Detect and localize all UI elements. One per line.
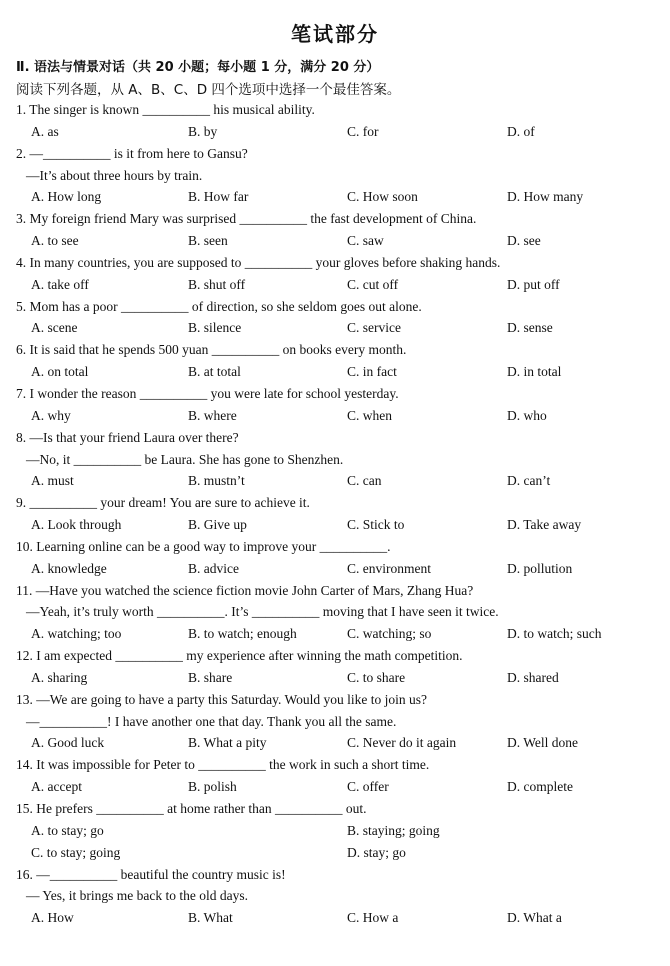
options-row <box>16 274 656 296</box>
answer-option[interactable]: C. How a <box>347 910 399 926</box>
question-stem: 6. It is said that he spends 500 yuan __________ on books every month. <box>16 342 407 358</box>
question-11 <box>16 580 656 646</box>
question-stem: 12. I am expected __________ my experience after winning the math competition. <box>16 648 463 664</box>
page-title: 笔试部分 <box>291 22 379 46</box>
answer-option[interactable]: C. Never do it again <box>347 735 457 751</box>
question-stem: 4. In many countries, you are supposed to __________ your gloves before shaking hands. <box>16 254 501 270</box>
answer-option[interactable]: A. watching; too <box>31 626 122 642</box>
answer-option[interactable]: A. How <box>31 910 74 926</box>
answer-option[interactable]: C. to share <box>347 669 406 685</box>
question-1 <box>16 99 656 143</box>
answer-option[interactable]: C. in fact <box>347 364 397 380</box>
options-row <box>16 405 656 427</box>
answer-option[interactable]: B. staying; going <box>347 822 440 838</box>
answer-option[interactable]: C. for <box>347 123 379 139</box>
answer-option[interactable]: D. shared <box>507 669 559 685</box>
answer-option[interactable]: B. silence <box>188 320 242 336</box>
question-16 <box>16 864 656 930</box>
answer-option[interactable]: D. who <box>507 407 547 423</box>
answer-option[interactable]: C. environment <box>347 560 431 576</box>
answer-option[interactable]: D. of <box>507 123 535 139</box>
question-6 <box>16 339 656 383</box>
answer-option[interactable]: B. share <box>188 669 233 685</box>
instructions: 阅读下列各题，从 A、B、C、D 四个选项中选择一个最佳答案。 <box>16 82 401 98</box>
answer-option[interactable]: B. at total <box>188 364 241 380</box>
answer-option[interactable]: D. complete <box>507 779 573 795</box>
answer-option[interactable]: D. put off <box>507 276 560 292</box>
question-stem: 1. The singer is known __________ his musical ability. <box>16 102 315 117</box>
answer-option[interactable]: C. can <box>347 473 382 489</box>
question-15 <box>16 798 656 864</box>
question-14 <box>16 754 656 798</box>
answer-option[interactable]: A. must <box>31 473 74 489</box>
answer-option[interactable]: C. to stay; going <box>31 844 121 860</box>
question-stem: 8. —Is that your friend Laura over there? <box>16 429 239 445</box>
options-row <box>16 186 656 208</box>
answer-option[interactable]: B. seen <box>188 233 228 249</box>
question-13 <box>16 689 656 755</box>
answer-option[interactable]: A. How long <box>31 189 102 205</box>
answer-option[interactable]: B. where <box>188 407 237 423</box>
answer-option[interactable]: D. to watch; such <box>507 626 602 642</box>
answer-option[interactable]: C. watching; so <box>347 626 432 642</box>
options-row <box>16 776 656 798</box>
answer-option[interactable]: A. Look through <box>31 517 122 533</box>
options-row <box>16 820 656 842</box>
question-10 <box>16 536 656 580</box>
dialogue-line: — Yes, it brings me back to the old days. <box>26 888 248 904</box>
question-stem: 3. My foreign friend Mary was surprised __________ the fast development of China. <box>16 211 477 227</box>
question-stem: 16. —__________ beautiful the country music is! <box>16 866 286 882</box>
answer-option[interactable]: A. to see <box>31 233 79 249</box>
answer-option[interactable]: B. shut off <box>188 276 246 292</box>
answer-option[interactable]: B. advice <box>188 560 239 576</box>
answer-option[interactable]: A. why <box>31 407 71 423</box>
options-row <box>16 514 656 536</box>
question-stem: 9. __________ your dream! You are sure to achieve it. <box>16 495 310 511</box>
question-stem: 5. Mom has a poor __________ of direction, so she seldom goes out alone. <box>16 298 422 314</box>
dialogue-line: —It’s about three hours by train. <box>26 167 203 183</box>
answer-option[interactable]: C. when <box>347 407 392 423</box>
answer-option[interactable]: B. mustn’t <box>188 473 245 489</box>
options-row <box>16 317 656 339</box>
answer-option[interactable]: D. can’t <box>507 473 551 489</box>
question-stem: 11. —Have you watched the science fiction movie John Carter of Mars, Zhang Hua? <box>16 582 474 598</box>
answer-option[interactable]: D. Take away <box>507 517 582 533</box>
dialogue-line: —__________! I have another one that day. Thank you all the same. <box>26 713 397 729</box>
answer-option[interactable]: D. see <box>507 233 541 249</box>
question-list <box>16 99 656 929</box>
section-heading: Ⅱ. 语法与情景对话（共 20 小题；每小题 1 分，满分 20 分） <box>16 60 380 75</box>
options-row <box>16 667 656 689</box>
question-5 <box>16 296 656 340</box>
answer-option[interactable]: C. saw <box>347 233 384 249</box>
answer-option[interactable]: A. scene <box>31 320 78 336</box>
question-3 <box>16 208 656 252</box>
question-stem: 10. Learning online can be a good way to improve your __________. <box>16 538 391 554</box>
dialogue-line: —Yeah, it’s truly worth __________. It’s __________ moving that I have seen it twice. <box>26 604 499 620</box>
answer-option[interactable]: A. to stay; go <box>31 822 104 838</box>
question-stem: 7. I wonder the reason __________ you were late for school yesterday. <box>16 385 399 401</box>
answer-option[interactable]: A. as <box>31 123 59 139</box>
answer-option[interactable]: A. Good luck <box>31 735 105 751</box>
dialogue-line: —No, it __________ be Laura. She has gone to Shenzhen. <box>26 451 344 467</box>
answer-option[interactable]: D. How many <box>507 189 584 205</box>
question-7 <box>16 383 656 427</box>
options-row <box>16 361 656 383</box>
answer-option[interactable]: B. How far <box>188 189 249 205</box>
answer-option[interactable]: A. sharing <box>31 669 88 685</box>
options-row <box>16 230 656 252</box>
question-stem: 14. It was impossible for Peter to __________ the work in such a short time. <box>16 757 430 773</box>
answer-option[interactable]: B. What a pity <box>188 735 267 751</box>
answer-option[interactable]: D. What a <box>507 910 562 926</box>
question-stem: 2. —__________ is it from here to Gansu? <box>16 145 248 161</box>
question-12 <box>16 645 656 689</box>
answer-option[interactable]: B. Give up <box>188 517 247 533</box>
answer-option[interactable]: B. What <box>188 910 233 926</box>
question-2 <box>16 143 656 209</box>
answer-option[interactable]: B. polish <box>188 779 237 795</box>
answer-option[interactable]: C. offer <box>347 779 389 795</box>
question-4 <box>16 252 656 296</box>
answer-option[interactable]: D. Well done <box>507 735 579 751</box>
options-row <box>16 121 656 143</box>
answer-option[interactable]: A. accept <box>31 779 82 795</box>
answer-option[interactable]: B. to watch; enough <box>188 626 297 642</box>
answer-option[interactable]: C. service <box>347 320 401 336</box>
answer-option[interactable]: A. knowledge <box>31 560 107 576</box>
options-row <box>16 470 656 492</box>
answer-option[interactable]: A. take off <box>31 276 89 292</box>
answer-option[interactable]: D. stay; go <box>347 844 406 860</box>
answer-option[interactable]: A. on total <box>31 364 89 380</box>
answer-option[interactable]: D. in total <box>507 364 562 380</box>
options-row <box>16 907 656 929</box>
options-row <box>16 842 656 864</box>
question-stem: 15. He prefers __________ at home rather than __________ out. <box>16 801 367 816</box>
answer-option[interactable]: C. cut off <box>347 276 399 292</box>
answer-option[interactable]: D. pollution <box>507 560 573 576</box>
answer-option[interactable]: B. by <box>188 123 218 139</box>
answer-option[interactable]: C. How soon <box>347 189 418 205</box>
options-row <box>16 558 656 580</box>
question-stem: 13. —We are going to have a party this Saturday. Would you like to join us? <box>16 691 427 707</box>
options-row <box>16 732 656 754</box>
answer-option[interactable]: C. Stick to <box>347 517 405 533</box>
question-9 <box>16 492 656 536</box>
answer-option[interactable]: D. sense <box>507 320 553 336</box>
question-8 <box>16 427 656 493</box>
options-row <box>16 623 656 645</box>
